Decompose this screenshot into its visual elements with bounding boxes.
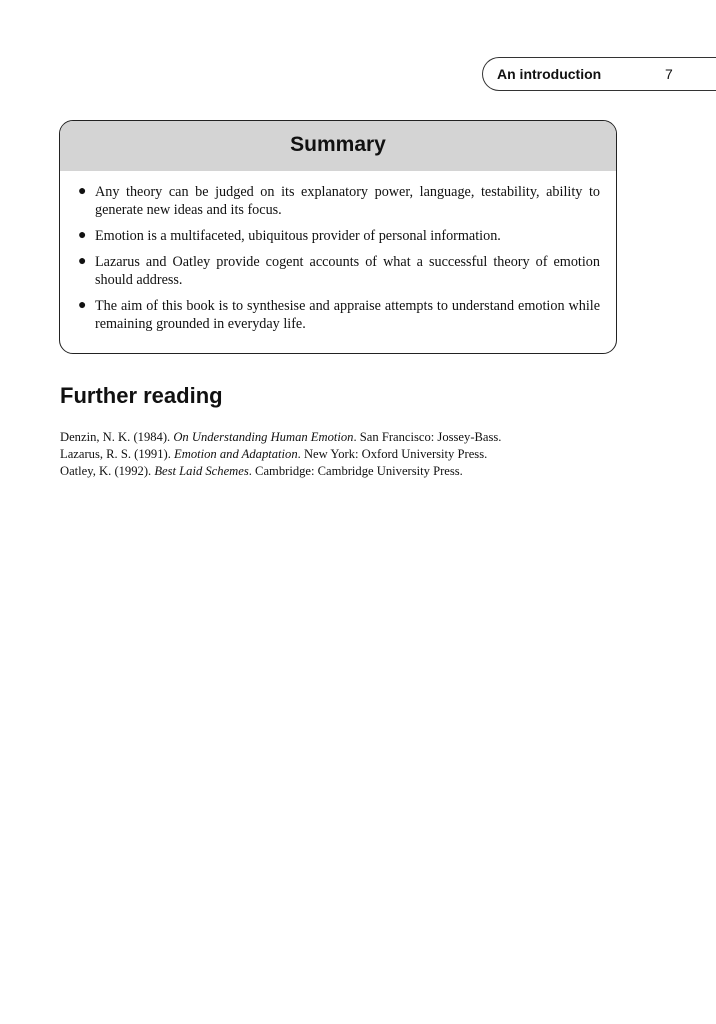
reference-list	[60, 429, 620, 480]
reference-authors-year: Denzin, N. K. (1984).	[60, 430, 174, 444]
reference-item	[60, 429, 620, 446]
summary-item	[78, 253, 600, 289]
reference-item	[60, 446, 620, 463]
reference-title: Best Laid Schemes	[154, 464, 249, 478]
summary-item	[78, 297, 600, 333]
reference-title: On Understanding Human Emotion	[173, 430, 354, 444]
bullet-icon: ●	[78, 228, 87, 243]
reference-publisher: . San Francisco: Jossey-Bass.	[353, 430, 502, 444]
reference-publisher: . Cambridge: Cambridge University Press.	[248, 464, 463, 478]
chapter-title: An introduction	[497, 66, 602, 82]
reference-publisher: . New York: Oxford University Press.	[297, 447, 488, 461]
summary-item-text: Emotion is a multifaceted, ubiquitous provider of personal information.	[95, 228, 501, 244]
reference-authors-year: Oatley, K. (1992).	[60, 464, 155, 478]
bullet-icon: ●	[78, 298, 87, 313]
summary-list	[60, 171, 616, 333]
running-header	[482, 57, 716, 91]
summary-item-text: Any theory can be judged on its explanatory power, language, testability, ability to generate new ideas and its focus.	[95, 184, 600, 218]
further-reading-heading: Further reading	[60, 383, 223, 408]
summary-title: Summary	[290, 133, 386, 156]
summary-item	[78, 183, 600, 219]
reference-item	[60, 463, 620, 480]
summary-header	[60, 121, 616, 171]
reference-title: Emotion and Adaptation	[174, 447, 298, 461]
page-number: 7	[665, 66, 673, 82]
summary-box	[59, 120, 617, 354]
bullet-icon: ●	[78, 184, 87, 199]
summary-item-text: The aim of this book is to synthesise and appraise attempts to understand emotion while remaining grounded in everyday life.	[95, 298, 600, 332]
reference-authors-year: Lazarus, R. S. (1991).	[60, 447, 175, 461]
summary-item-text: Lazarus and Oatley provide cogent accounts of what a successful theory of emotion should address.	[95, 254, 600, 288]
bullet-icon: ●	[78, 254, 87, 269]
summary-item	[78, 227, 600, 245]
